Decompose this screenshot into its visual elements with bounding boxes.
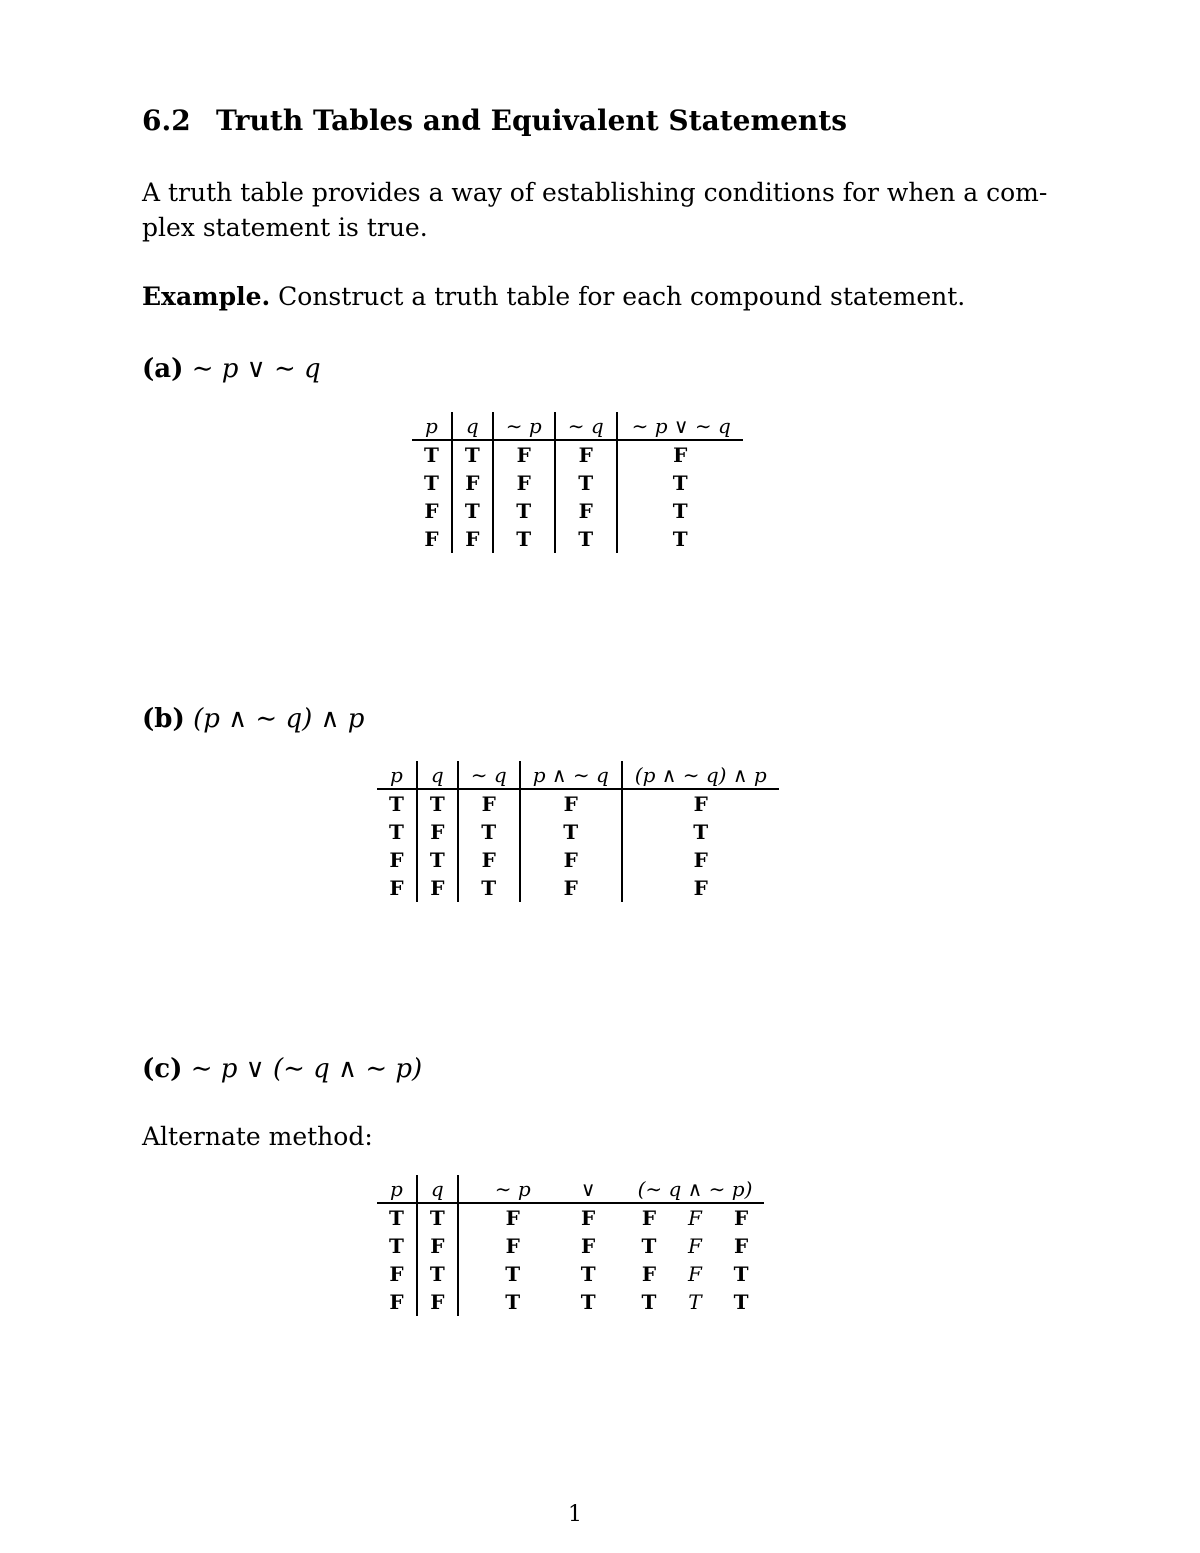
table-cell: T: [458, 874, 520, 902]
example-label: Example.: [142, 282, 271, 311]
table-cell: T: [412, 469, 452, 497]
table-row: [377, 1260, 764, 1288]
table-row: [412, 469, 743, 497]
table-cell: T: [458, 818, 520, 846]
table-row: [377, 1203, 764, 1232]
part-c-label: (c): [142, 1054, 183, 1084]
table-cell: T: [641, 1290, 657, 1314]
table-cell: F: [581, 1206, 596, 1230]
table-cell: T: [505, 1262, 521, 1286]
part-b-expression: (p ∧ ∼ q) ∧ p: [193, 704, 365, 734]
table-row: [377, 846, 779, 874]
table-cell: F: [412, 525, 452, 553]
table-cell: F: [377, 1260, 417, 1288]
table-cell: T: [417, 1260, 458, 1288]
part-b-heading: [142, 704, 364, 734]
part-b-label: (b): [142, 704, 185, 734]
alternate-method-label: Alternate method:: [142, 1122, 373, 1151]
table-cell: F: [377, 1288, 417, 1316]
table-cell: F: [520, 874, 622, 902]
table-cell: T: [641, 1234, 657, 1258]
table-cell: F: [733, 1234, 749, 1258]
header-cell: ∼ q: [555, 412, 617, 440]
table-cell: F: [693, 876, 708, 900]
table-cell: F: [458, 846, 520, 874]
table-cell: F: [688, 1262, 702, 1286]
table-cell: T: [672, 499, 688, 523]
table-cell: F: [641, 1262, 657, 1286]
table-cell: T: [417, 846, 458, 874]
part-a-heading: [142, 354, 321, 384]
section-heading: Truth Tables and Equivalent Statements: [216, 104, 847, 137]
table-cell: F: [417, 874, 458, 902]
table-row: [377, 1232, 764, 1260]
table-cell: T: [555, 469, 617, 497]
header-cell: ∼ q: [458, 761, 520, 789]
table-cell: T: [412, 440, 452, 469]
table-cell: T: [377, 789, 417, 818]
intro-line-2: plex statement is true.: [142, 213, 428, 242]
table-cell: F: [505, 1234, 520, 1258]
truth-table-a: [412, 412, 743, 553]
table-cell: T: [452, 440, 493, 469]
table-cell: F: [377, 874, 417, 902]
table-cell: F: [688, 1206, 702, 1230]
header-cell: (p ∧ ∼ q) ∧ p: [622, 761, 779, 789]
header-cell: ∨: [551, 1175, 626, 1203]
part-a-expression: ∼ p ∨ ∼ q: [191, 354, 321, 384]
table-cell: F: [641, 1206, 657, 1230]
table-row: [377, 818, 779, 846]
table-row: [412, 497, 743, 525]
header-cell: p: [412, 412, 452, 440]
header-cell: ∼ p: [493, 412, 555, 440]
table-cell: F: [688, 1234, 702, 1258]
table-cell: T: [452, 497, 493, 525]
table-cell: T: [493, 525, 555, 553]
table-cell: T: [505, 1290, 521, 1314]
table-cell: F: [581, 1234, 596, 1258]
table-cell: F: [377, 846, 417, 874]
table-cell: F: [733, 1206, 749, 1230]
table-header-row: [377, 761, 779, 789]
header-cell: p: [377, 761, 417, 789]
table-cell: T: [377, 818, 417, 846]
part-a-label: (a): [142, 354, 184, 384]
header-cell: p: [377, 1175, 417, 1203]
table-cell: T: [733, 1290, 749, 1314]
table-row: [412, 440, 743, 469]
table-header-row: [377, 1175, 764, 1203]
page-number: 1: [568, 1502, 582, 1527]
example-statement: [142, 282, 965, 311]
table-cell: F: [520, 789, 622, 818]
intro-line-1: A truth table provides a way of establishing conditions for when a com-: [142, 178, 1048, 207]
table-cell: F: [452, 469, 493, 497]
header-cell: q: [452, 412, 493, 440]
example-text: Construct a truth table for each compound statement.: [278, 282, 966, 311]
header-cell: ∼ p ∨ ∼ q: [617, 412, 743, 440]
table-cell: F: [417, 818, 458, 846]
table-cell: F: [673, 443, 688, 467]
table-cell: T: [520, 818, 622, 846]
table-cell: T: [377, 1203, 417, 1232]
table-row: [377, 1288, 764, 1316]
table-cell: T: [693, 820, 709, 844]
table-cell: F: [412, 497, 452, 525]
table-cell: T: [493, 497, 555, 525]
table-row: [377, 789, 779, 818]
table-cell: T: [580, 1262, 596, 1286]
section-number: 6.2: [142, 104, 191, 137]
part-c-heading: [142, 1054, 422, 1084]
table-cell: F: [452, 525, 493, 553]
table-cell: F: [555, 497, 617, 525]
table-cell: T: [672, 471, 688, 495]
table-cell: T: [555, 525, 617, 553]
table-cell: F: [458, 789, 520, 818]
table-cell: F: [417, 1288, 458, 1316]
truth-table-b: [377, 761, 779, 902]
part-c-expression: ∼ p ∨ (∼ q ∧ ∼ p): [190, 1054, 423, 1084]
table-cell: T: [672, 527, 688, 551]
header-cell: p ∧ ∼ q: [520, 761, 622, 789]
table-cell: F: [693, 792, 708, 816]
header-cell: ∼ p: [458, 1175, 551, 1203]
header-cell: (∼ q ∧ ∼ p): [626, 1175, 765, 1203]
section-title: [142, 104, 847, 137]
table-cell: T: [580, 1290, 596, 1314]
table-cell: F: [493, 469, 555, 497]
table-cell: F: [520, 846, 622, 874]
table-cell: T: [377, 1232, 417, 1260]
table-row: [377, 874, 779, 902]
table-row: [412, 525, 743, 553]
table-header-row: [412, 412, 743, 440]
table-cell: F: [493, 440, 555, 469]
table-cell: F: [417, 1232, 458, 1260]
header-cell: q: [417, 761, 458, 789]
table-cell: F: [505, 1206, 520, 1230]
table-cell: T: [417, 1203, 458, 1232]
table-cell: T: [417, 789, 458, 818]
header-cell: q: [417, 1175, 458, 1203]
table-cell: F: [555, 440, 617, 469]
table-cell: F: [693, 848, 708, 872]
table-cell: T: [733, 1262, 749, 1286]
table-cell: T: [688, 1290, 702, 1314]
truth-table-c: [377, 1175, 764, 1316]
